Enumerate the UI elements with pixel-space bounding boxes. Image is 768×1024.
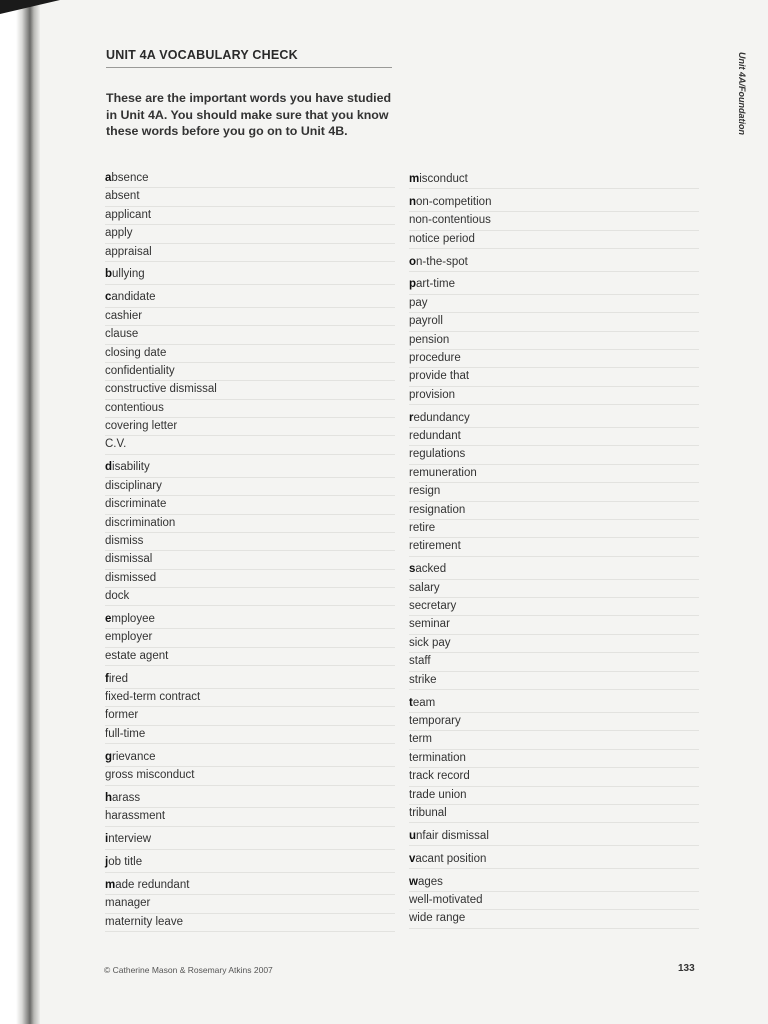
vocabulary-word: temporary bbox=[409, 713, 699, 731]
vocabulary-word: redundancy bbox=[409, 410, 699, 428]
page-number: 133 bbox=[678, 963, 695, 974]
vocabulary-word: termination bbox=[409, 750, 699, 768]
vocabulary-word: disability bbox=[105, 459, 395, 477]
vocabulary-word: staff bbox=[409, 653, 699, 671]
vocabulary-word: sick pay bbox=[409, 635, 699, 653]
vocabulary-word: wages bbox=[409, 874, 699, 892]
vocabulary-word: team bbox=[409, 695, 699, 713]
vocabulary-word: employer bbox=[105, 629, 395, 647]
vocabulary-word: former bbox=[105, 707, 395, 725]
vocabulary-word: C.V. bbox=[105, 436, 395, 454]
vocabulary-word: cashier bbox=[105, 308, 395, 326]
vocabulary-word: closing date bbox=[105, 345, 395, 363]
vocabulary-word: retirement bbox=[409, 538, 699, 556]
vocabulary-word: fixed-term contract bbox=[105, 689, 395, 707]
vocabulary-word: unfair dismissal bbox=[409, 828, 699, 846]
vocabulary-word: payroll bbox=[409, 313, 699, 331]
vocabulary-word: redundant bbox=[409, 428, 699, 446]
vocabulary-word: made redundant bbox=[105, 877, 395, 895]
vocabulary-word: employee bbox=[105, 611, 395, 629]
page-corner bbox=[0, 0, 60, 14]
vocabulary-word: seminar bbox=[409, 616, 699, 634]
vocabulary-word: track record bbox=[409, 768, 699, 786]
vocabulary-word: sacked bbox=[409, 561, 699, 579]
book-spine-shadow bbox=[0, 0, 40, 1024]
vocabulary-word: vacant position bbox=[409, 851, 699, 869]
vocabulary-word: maternity leave bbox=[105, 914, 395, 932]
vocabulary-word: salary bbox=[409, 580, 699, 598]
vocabulary-word: dismiss bbox=[105, 533, 395, 551]
vocabulary-word: disciplinary bbox=[105, 478, 395, 496]
vocabulary-word: trade union bbox=[409, 787, 699, 805]
vocabulary-word: dismissed bbox=[105, 570, 395, 588]
vocabulary-word: pension bbox=[409, 332, 699, 350]
vocabulary-column-right bbox=[409, 171, 699, 929]
vocabulary-word: fired bbox=[105, 671, 395, 689]
vocabulary-word: apply bbox=[105, 225, 395, 243]
vocabulary-word: absent bbox=[105, 188, 395, 206]
vocabulary-word: notice period bbox=[409, 231, 699, 249]
vocabulary-word: procedure bbox=[409, 350, 699, 368]
vocabulary-word: wide range bbox=[409, 910, 699, 928]
intro-text: These are the important words you have studied in Unit 4A. You should make sure that you know these words before you go on to Unit 4B. bbox=[106, 91, 392, 138]
vocabulary-word: provision bbox=[409, 387, 699, 405]
vocabulary-word: confidentiality bbox=[105, 363, 395, 381]
vocabulary-word: tribunal bbox=[409, 805, 699, 823]
vocabulary-word: pay bbox=[409, 295, 699, 313]
vocabulary-word: clause bbox=[105, 326, 395, 344]
vocabulary-word: harass bbox=[105, 790, 395, 808]
vocabulary-word: job title bbox=[105, 854, 395, 872]
side-unit-label: Unit 4A/Foundation bbox=[737, 52, 747, 135]
vocabulary-word: constructive dismissal bbox=[105, 381, 395, 399]
vocabulary-word: estate agent bbox=[105, 648, 395, 666]
vocabulary-word: discriminate bbox=[105, 496, 395, 514]
vocabulary-word: harassment bbox=[105, 808, 395, 826]
copyright-notice: © Catherine Mason & Rosemary Atkins 2007 bbox=[104, 965, 273, 975]
vocabulary-word: on-the-spot bbox=[409, 254, 699, 272]
vocabulary-column-left bbox=[105, 170, 395, 932]
vocabulary-word: non-contentious bbox=[409, 212, 699, 230]
vocabulary-word: gross misconduct bbox=[105, 767, 395, 785]
vocabulary-word: misconduct bbox=[409, 171, 699, 189]
vocabulary-word: resign bbox=[409, 483, 699, 501]
vocabulary-word: strike bbox=[409, 672, 699, 690]
vocabulary-word: term bbox=[409, 731, 699, 749]
vocabulary-word: secretary bbox=[409, 598, 699, 616]
vocabulary-word: resignation bbox=[409, 502, 699, 520]
vocabulary-word: contentious bbox=[105, 400, 395, 418]
vocabulary-word: candidate bbox=[105, 289, 395, 307]
vocabulary-word: part-time bbox=[409, 276, 699, 294]
vocabulary-word: appraisal bbox=[105, 244, 395, 262]
vocabulary-word: well-motivated bbox=[409, 892, 699, 910]
vocabulary-word: absence bbox=[105, 170, 395, 188]
vocabulary-word: dismissal bbox=[105, 551, 395, 569]
vocabulary-word: covering letter bbox=[105, 418, 395, 436]
vocabulary-word: full-time bbox=[105, 726, 395, 744]
vocabulary-word: dock bbox=[105, 588, 395, 606]
vocabulary-word: manager bbox=[105, 895, 395, 913]
page-title: UNIT 4A VOCABULARY CHECK bbox=[106, 48, 392, 68]
vocabulary-word: regulations bbox=[409, 446, 699, 464]
vocabulary-word: remuneration bbox=[409, 465, 699, 483]
vocabulary-word: retire bbox=[409, 520, 699, 538]
vocabulary-word: applicant bbox=[105, 207, 395, 225]
vocabulary-word: discrimination bbox=[105, 515, 395, 533]
vocabulary-word: provide that bbox=[409, 368, 699, 386]
vocabulary-word: non-competition bbox=[409, 194, 699, 212]
vocabulary-word: bullying bbox=[105, 266, 395, 284]
vocabulary-word: interview bbox=[105, 831, 395, 849]
vocabulary-word: grievance bbox=[105, 749, 395, 767]
